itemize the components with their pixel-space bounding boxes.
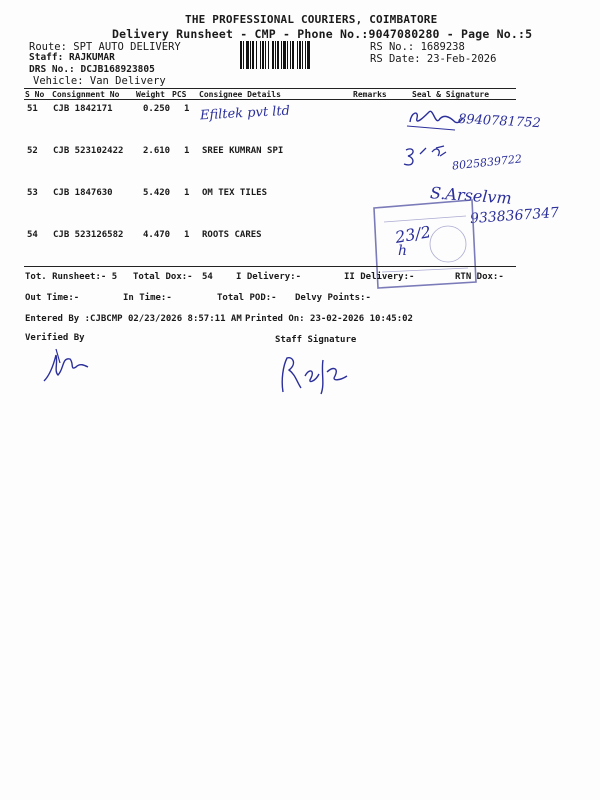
barcode-bar <box>299 41 301 69</box>
row-weight: 2.610 <box>143 146 171 156</box>
row-consignment: CJB 523102422 <box>53 146 124 156</box>
row3-name: S.Arselvm <box>429 183 513 208</box>
barcode-bar <box>305 41 306 69</box>
verified-by-label: Verified By <box>25 333 85 343</box>
row-consignee: ROOTS CARES <box>202 230 262 240</box>
row-sno: 52 <box>27 146 38 156</box>
printed-on: Printed On: 23-02-2026 10:45:02 <box>245 314 413 324</box>
row-weight: 5.420 <box>143 188 171 198</box>
handwritten-consignee: Efiltek pvt ltd <box>199 103 291 124</box>
rs-number: RS No.: 1689238 <box>370 41 465 53</box>
rtn-dox: RTN Dox:- <box>455 272 504 282</box>
row-weight: 0.250 <box>143 104 171 114</box>
row2-phone: 8025839722 <box>451 152 523 173</box>
route-label: Route: SPT AUTO DELIVERY <box>29 41 181 53</box>
barcode-bar <box>260 41 261 69</box>
drs-number: DRS No.: DCJB168923805 <box>29 64 155 75</box>
row2-signature <box>398 142 458 172</box>
barcode-bar <box>302 41 303 69</box>
barcode-bar <box>307 41 310 69</box>
row1-signature <box>405 102 465 134</box>
col-consignee: Consignee Details <box>199 90 281 99</box>
barcode-bar <box>272 41 274 69</box>
in-time: In Time:- <box>123 293 172 303</box>
row-sno: 54 <box>27 230 38 240</box>
barcode-bar <box>256 41 257 69</box>
col-weight: Weight <box>136 90 165 99</box>
barcode-bar <box>290 41 291 69</box>
col-pcs: PCS <box>172 90 187 99</box>
i-delivery: I Delivery:- <box>236 272 302 282</box>
staff-signature <box>275 352 355 398</box>
row-consignment: CJB 523126582 <box>53 230 124 240</box>
barcode-bar <box>243 41 244 69</box>
row-pcs: 1 <box>184 188 190 198</box>
row1-phone: 8940781752 <box>457 111 542 132</box>
row-weight: 4.470 <box>143 230 171 240</box>
staff-label: Staff: RAJKUMAR <box>29 52 115 63</box>
barcode-bar <box>283 41 286 69</box>
row-consignee: OM TEX TILES <box>202 188 268 198</box>
rs-date: RS Date: 23-Feb-2026 <box>370 53 497 65</box>
col-seal: Seal & Signature <box>412 90 490 99</box>
barcode-bar <box>297 41 298 69</box>
row-pcs: 1 <box>184 230 190 240</box>
barcode-bar <box>287 41 288 69</box>
runsheet-subtitle: Delivery Runsheet - CMP - Phone No.:9047080280 - Page No.:5 <box>112 27 533 41</box>
row-consignee: SREE KUMRAN SPI <box>202 146 284 156</box>
barcode-bar <box>250 41 251 69</box>
row-consignment: CJB 1847630 <box>53 188 113 198</box>
stamp-date: 23/2 <box>393 222 433 247</box>
row-sno: 53 <box>27 188 38 198</box>
table-bottom-rule <box>24 266 516 267</box>
barcode-bar <box>246 41 249 69</box>
total-dox-label: Total Dox:- <box>133 272 193 282</box>
ii-delivery: II Delivery:- <box>344 272 415 282</box>
delvy-points: Delvy Points:- <box>295 293 371 303</box>
total-pod: Total POD:- <box>217 293 277 303</box>
row-sno: 51 <box>27 104 38 114</box>
total-dox-value: 54 <box>202 272 213 282</box>
barcode-bar <box>268 41 269 69</box>
row3-phone: 9338367347 <box>469 204 560 228</box>
staff-signature-label: Staff Signature <box>275 335 357 345</box>
vehicle-label: Vehicle: Van Delivery <box>33 75 166 87</box>
table-top-rule <box>24 88 516 89</box>
barcode-bar <box>265 41 266 69</box>
verifier-signature <box>40 345 100 385</box>
table-header-rule <box>24 99 516 100</box>
tot-runsheet: Tot. Runsheet:- 5 <box>25 272 118 282</box>
barcode-bar <box>275 41 276 69</box>
row-consignment: CJB 1842171 <box>53 104 113 114</box>
row-pcs: 1 <box>184 104 190 114</box>
stamp-initial: h <box>398 243 408 259</box>
barcode-bar <box>252 41 254 69</box>
barcode-bar <box>277 41 279 69</box>
barcode-bar <box>262 41 264 69</box>
col-consignment: Consignment No <box>52 90 120 99</box>
entered-by: Entered By :CJBCMP 02/23/2026 8:57:11 AM <box>25 314 242 324</box>
col-sno: S No <box>25 90 45 99</box>
row-pcs: 1 <box>184 146 190 156</box>
out-time: Out Time:- <box>25 293 80 303</box>
company-title: THE PROFESSIONAL COURIERS, COIMBATORE <box>185 13 438 26</box>
barcode-bar <box>240 41 242 69</box>
barcode-bar <box>281 41 282 69</box>
barcode-bar <box>292 41 294 69</box>
col-remarks: Remarks <box>353 90 387 99</box>
barcode <box>240 41 368 69</box>
